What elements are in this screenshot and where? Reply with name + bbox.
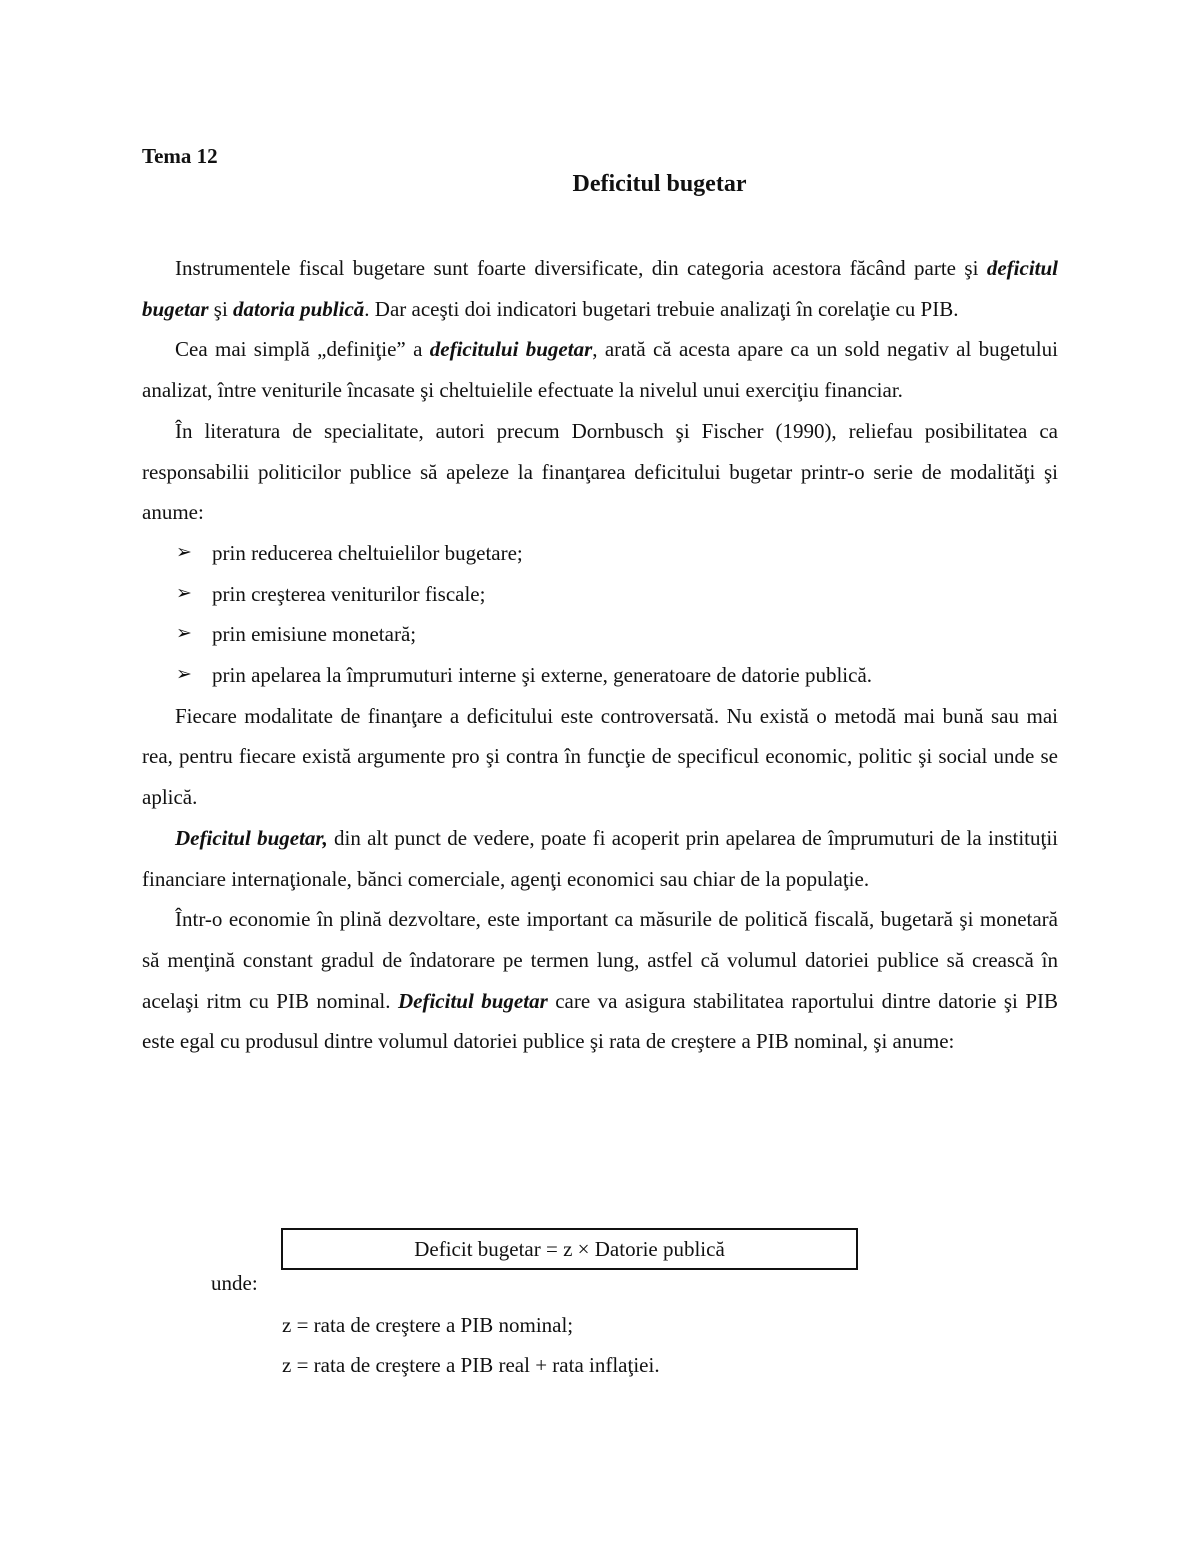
- paragraph-literature: În literatura de specialitate, autori precum Dornbusch şi Fischer (1990), reliefau posibilitatea ca responsabilii politicilor publice să apeleze la finanţarea deficitului bugetar printr-o serie de modalităţi şi anume:: [142, 418, 1058, 525]
- list-item: [176, 614, 1058, 655]
- variable-definition: z = rata de creştere a PIB nominal;: [282, 1313, 574, 1337]
- paragraph-economy: [142, 899, 1058, 1062]
- list-item-text: prin emisiune monetară;: [212, 622, 417, 647]
- term-public-debt: datoria publică: [233, 296, 365, 321]
- list-item-text: prin creşterea veniturilor fiscale;: [212, 581, 486, 606]
- variable-definition: z = rata de creştere a PIB real + rata inflaţiei.: [282, 1353, 660, 1377]
- paragraph-text: Cea mai simplă „definiţie” a: [175, 337, 430, 362]
- paragraph-controversy: Fiecare modalitate de finanţare a deficitului este controversată. Nu există o metodă mai bună sau mai rea, pentru fiecare există argumente pro şi contra în funcţie de specificul economic, politic şi social unde se aplică.: [142, 703, 1058, 810]
- paragraph-text: . Dar aceşti doi indicatori bugetari trebuie analizaţi în corelaţie cu PIB.: [364, 296, 959, 321]
- paragraph-coverage: [142, 818, 1058, 899]
- arrowhead-icon: ➢: [176, 623, 192, 645]
- paragraph-text: şi: [208, 296, 234, 321]
- paragraph-definition: [142, 329, 1058, 410]
- list-item: [176, 574, 1058, 615]
- term-deficit: Deficitul bugetar,: [175, 825, 328, 850]
- term-deficit: Deficitul bugetar: [397, 988, 548, 1013]
- list-item: [176, 655, 1058, 696]
- arrowhead-icon: ➢: [176, 664, 192, 686]
- financing-methods-list: [142, 533, 1058, 696]
- arrowhead-icon: ➢: [176, 541, 192, 563]
- paragraph-text: , arată că acesta apare ca un sold negativ al bugetului analizat, între veniturile încasate şi cheltuielile efectuate la nivelul unui exerciţiu financiar.: [142, 337, 1058, 403]
- list-item: [176, 533, 1058, 574]
- document-title: Deficitul bugetar: [572, 171, 747, 197]
- list-item-text: prin apelarea la împrumuturi interne şi externe, generatoare de datorie publică.: [212, 663, 873, 688]
- formula-box: Deficit bugetar = z × Datorie publică: [281, 1228, 858, 1270]
- list-item-text: prin reducerea cheltuielilor bugetare;: [212, 540, 523, 565]
- term-deficit: deficitului bugetar: [429, 337, 593, 362]
- where-label: unde:: [211, 1271, 258, 1295]
- paragraph-text: care va asigura stabilitatea raportului dintre datorie şi PIB este egal cu produsul dintre volumul datoriei publice şi rata de creştere a PIB nominal, şi anume:: [142, 988, 1058, 1054]
- paragraph-text: din alt punct de vedere, poate fi acoperit prin apelarea de împrumuturi de la instituţii financiare internaţionale, bănci comerciale, agenţi economici sau chiar de la populaţie.: [142, 825, 1058, 891]
- term-deficit: deficitul bugetar: [142, 256, 1058, 321]
- paragraph-text: Într-o economie în plină dezvoltare, este important ca măsurile de politică fiscală, bugetară şi monetară să menţină constant gradul de îndatorare pe termen lung, astfel că volumul datoriei publice să crească în acelaşi ritm cu PIB nominal.: [142, 907, 1058, 1013]
- document-body: [142, 248, 1058, 1062]
- theme-label: Tema 12: [142, 144, 218, 168]
- paragraph-text: Instrumentele fiscal bugetare sunt foarte diversificate, din categoria acestora făcând parte şi: [175, 256, 987, 280]
- arrowhead-icon: ➢: [176, 582, 192, 604]
- paragraph-intro: [142, 248, 1058, 329]
